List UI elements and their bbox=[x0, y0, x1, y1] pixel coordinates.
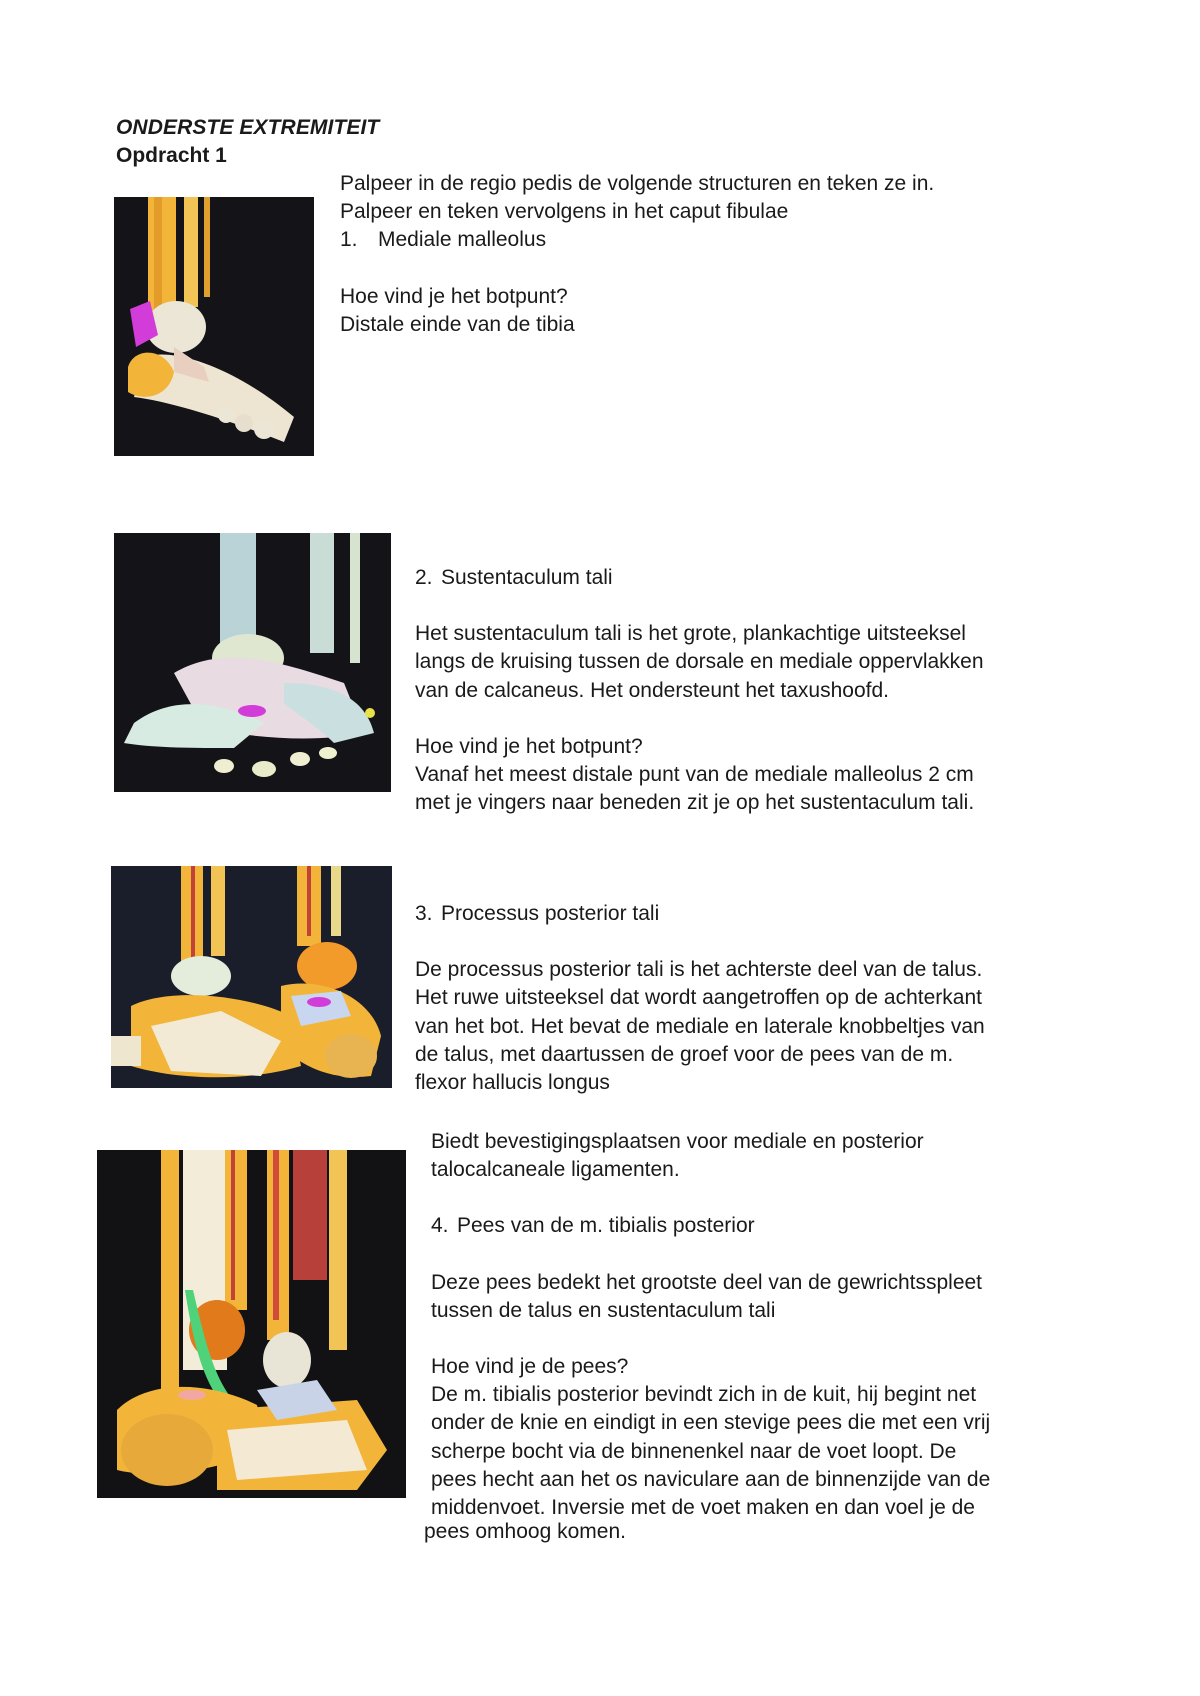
section-4-number: 4. bbox=[431, 1214, 449, 1238]
section-2-number: 2. bbox=[415, 566, 433, 589]
figure-sustentaculum-tali bbox=[114, 533, 391, 792]
section-3-extra-line: Biedt bevestigingsplaatsen voor mediale en posterior bbox=[431, 1130, 924, 1153]
section-4-line: Deze pees bedekt het grootste deel van de gewrichtsspleet bbox=[431, 1270, 983, 1294]
figure-medial-malleolus bbox=[114, 197, 314, 456]
section-3-title: Processus posterior tali bbox=[441, 902, 660, 925]
section-3-line: van het bot. Het bevat de mediale en laterale knobbeltjes van bbox=[415, 1014, 985, 1038]
section-4-answer-line: pees hecht aan het os naviculare aan de binnenzijde van de bbox=[431, 1467, 991, 1491]
section-3-line: flexor hallucis longus bbox=[415, 1071, 610, 1095]
section-3-extra-line: talocalcaneale ligamenten. bbox=[431, 1158, 680, 1182]
section-4-question: Hoe vind je de pees? bbox=[431, 1355, 629, 1379]
section-4-answer-line: scherpe bocht via de binnenenkel naar de voet loopt. De bbox=[431, 1439, 957, 1463]
section-2-answer-line: met je vingers naar beneden zit je op het sustentaculum tali. bbox=[415, 791, 975, 815]
section-3-line: De processus posterior tali is het achterste deel van de talus. bbox=[415, 958, 983, 982]
section-1-title: Mediale malleolus bbox=[378, 228, 547, 252]
section-1-question: Hoe vind je het botpunt? bbox=[340, 284, 568, 308]
section-4-answer-line: De m. tibialis posterior bevindt zich in de kuit, hij begint net bbox=[431, 1383, 977, 1407]
section-4-line: tussen de talus en sustentaculum tali bbox=[431, 1298, 776, 1322]
figure-tibialis-posterior-tendon bbox=[97, 1150, 406, 1498]
section-2-line: Het sustentaculum tali is het grote, plankachtige uitsteeksel bbox=[415, 622, 966, 646]
section-3-line: Het ruwe uitsteeksel dat wordt aangetroffen op de achterkant bbox=[415, 986, 982, 1010]
section-1-heading bbox=[340, 226, 1160, 254]
section-4-answer-last: pees omhoog komen. bbox=[424, 1520, 626, 1543]
section-4-heading bbox=[431, 1212, 1191, 1240]
section-3-text bbox=[415, 900, 1175, 1097]
foot-anatomy-illustration-1 bbox=[114, 197, 314, 456]
section-4-answer-line: middenvoet. Inversie met de voet maken en dan voel je de bbox=[431, 1496, 975, 1520]
document-title: ONDERSTE EXTREMITEIT bbox=[116, 116, 380, 139]
section-3-number: 3. bbox=[415, 902, 433, 925]
figure-processus-posterior-tali bbox=[111, 866, 392, 1088]
section-2-line: van de calcaneus. Het ondersteunt het taxushoofd. bbox=[415, 678, 889, 702]
section-2-heading bbox=[415, 564, 1175, 592]
section-1-answer: Distale einde van de tibia bbox=[340, 312, 575, 336]
section-2-title: Sustentaculum tali bbox=[441, 566, 613, 589]
section-3-extra-text bbox=[431, 1128, 1191, 1522]
section-2-text bbox=[415, 564, 1175, 817]
section-3-line: de talus, met daartussen de groef voor de pees van de m. bbox=[415, 1042, 954, 1066]
foot-anatomy-illustration-3 bbox=[111, 866, 392, 1088]
section-2-answer-line: Vanaf het meest distale punt van de mediale malleolus 2 cm bbox=[415, 763, 974, 787]
intro-line-1: Palpeer in de regio pedis de volgende structuren en teken ze in. bbox=[340, 172, 935, 195]
section-1-number: 1. bbox=[340, 228, 358, 252]
assignment-label: Opdracht 1 bbox=[116, 144, 227, 167]
section-3-heading bbox=[415, 900, 1175, 928]
section-1-text bbox=[340, 170, 1160, 339]
intro-line-2: Palpeer en teken vervolgens in het caput fibulae bbox=[340, 200, 789, 224]
section-4-answer-line: onder de knie en eindigt in een stevige pees die met een vrij bbox=[431, 1411, 991, 1435]
section-4-title: Pees van de m. tibialis posterior bbox=[457, 1214, 755, 1238]
foot-anatomy-illustration-4 bbox=[97, 1150, 406, 1498]
section-2-line: langs de kruising tussen de dorsale en mediale oppervlakken bbox=[415, 650, 984, 674]
foot-anatomy-illustration-2 bbox=[114, 533, 391, 792]
section-2-question: Hoe vind je het botpunt? bbox=[415, 734, 643, 758]
